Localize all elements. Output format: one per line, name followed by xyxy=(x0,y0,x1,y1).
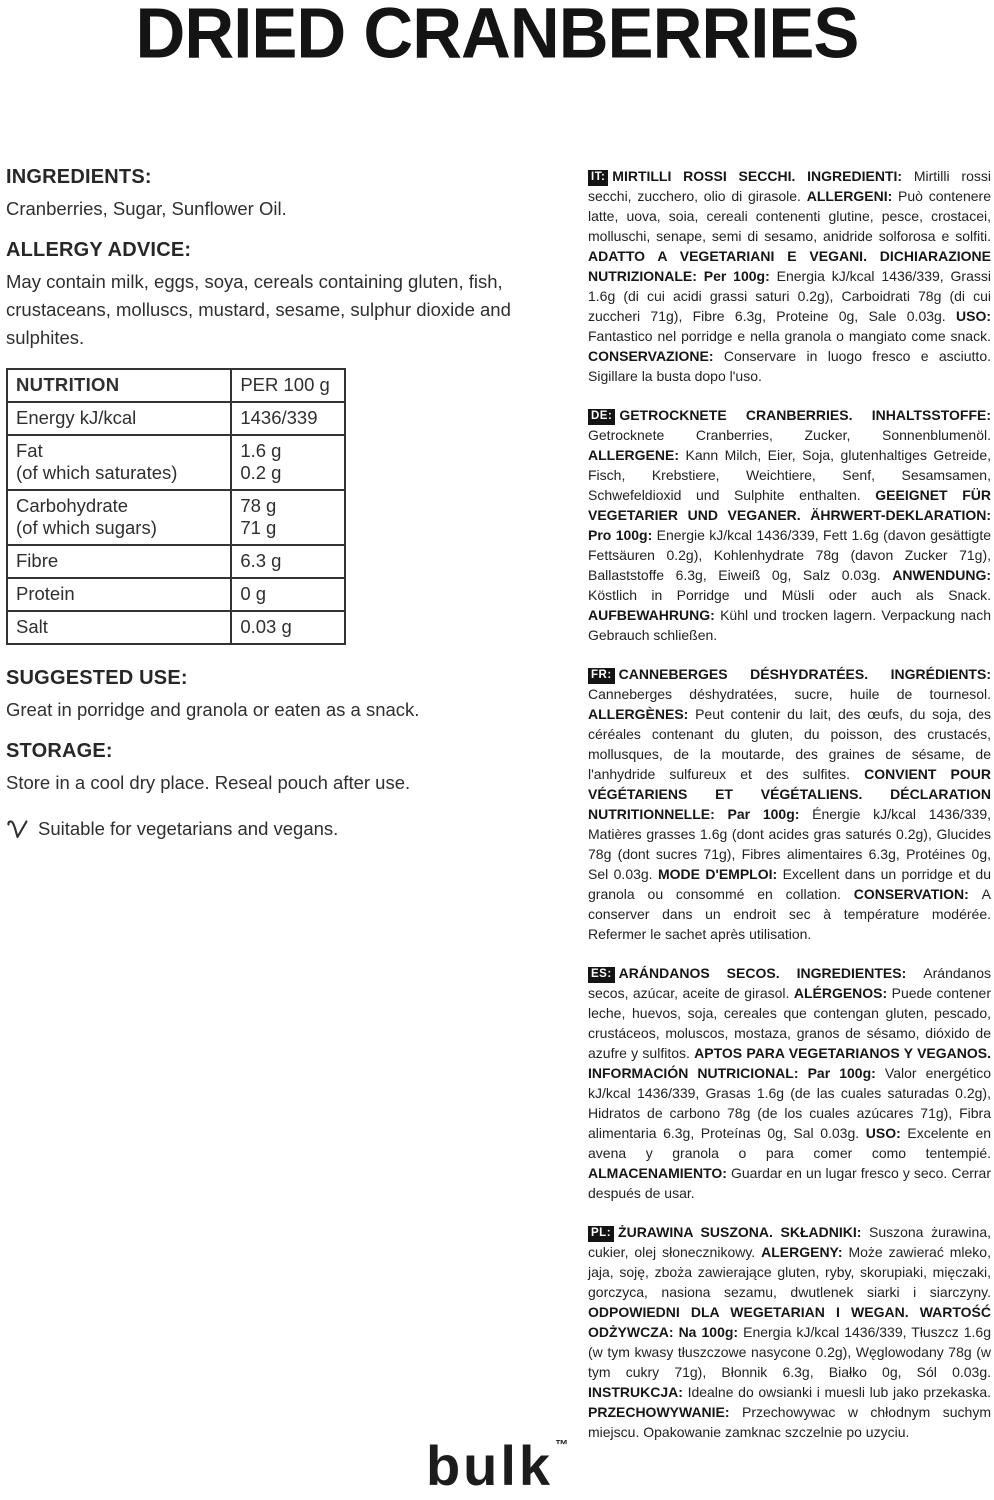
allergy-body: May contain milk, eggs, soya, cereals containing gluten, fish, crustaceans, molluscs, mustard, sesame, sulphur dioxide and sulphites. xyxy=(6,271,511,348)
nutrition-row xyxy=(7,545,345,578)
bold-run: ALERGENY: xyxy=(761,1244,849,1260)
bold-run: INSTRUKCJA: xyxy=(588,1384,688,1400)
lang-section-fr xyxy=(588,664,991,944)
nutrient-value: 0.03 g xyxy=(231,611,345,644)
bold-run: CONSERVAZIONE: xyxy=(588,348,724,364)
nutrient-label: Salt xyxy=(7,611,231,644)
trademark-symbol: ™ xyxy=(555,1437,569,1452)
nutrient-label: Protein xyxy=(7,578,231,611)
storage-heading: STORAGE: xyxy=(6,740,113,762)
lang-badge-es: ES: xyxy=(588,967,615,983)
bold-run: ALMACENAMIENTO: xyxy=(588,1165,731,1181)
text-run: Guardar en un lugar fresco y seco. Cerrar después de usar. xyxy=(588,1165,992,1201)
nutrient-value: 1.6 g 0.2 g xyxy=(231,435,345,490)
bold-run: ALÉRGENOS: xyxy=(793,985,892,1001)
allergy-heading: ALLERGY ADVICE: xyxy=(6,239,192,261)
nutrition-row xyxy=(7,578,345,611)
lang-badge-pl: PL: xyxy=(588,1226,614,1242)
bold-run: USO: xyxy=(956,308,991,324)
text-run: Getrocknete Cranberries, Zucker, Sonnenblumenöl. xyxy=(588,427,991,443)
bold-run: GETROCKNETE CRANBERRIES. INHALTSSTOFFE: xyxy=(619,407,991,423)
text-run: Può contenere latte, uova, soia, cereali contenenti glutine, pesce, crostacei, molluschi, senape, semi di sesamo, anidride solforosa e solfiti. xyxy=(588,188,991,244)
nutrition-row xyxy=(7,402,345,435)
text-run: A conserver dans un endroit sec à température modérée. Refermer le sachet après utilisation. xyxy=(588,886,991,942)
bold-run: AUFBEWAHRUNG: xyxy=(588,607,721,623)
nutrient-label: Fibre xyxy=(7,545,231,578)
bold-run: MODE D'EMPLOI: xyxy=(657,866,783,882)
nutrient-label: Energy kJ/kcal xyxy=(7,402,231,435)
lang-section-pl xyxy=(588,1222,991,1442)
right-column xyxy=(588,166,991,1461)
nutrient-label: Fat (of which saturates) xyxy=(7,435,231,490)
bold-run: CANNEBERGES DÉSHYDRATÉES. INGRÉDIENTS: xyxy=(618,666,991,682)
lang-badge-de: DE: xyxy=(588,409,615,425)
text-run: Może zawierać mleko, jaja, soję, zboża zawierające gluten, ryby, skorupiaki, mięczaki, gorczyca, nasiona sezamu, dwutlenek siarki i siarczyny. xyxy=(588,1244,991,1300)
nutrition-row xyxy=(7,490,345,545)
nutrient-value: 6.3 g xyxy=(231,545,345,578)
text-run: Energia kJ/kcal 1436/339, Grassi 1.6g (di cui acidi grassi saturi 0.2g), Carboidrati 78g (di cui zuccheri 71g), Fibre 6.3g, Proteine 0g, Sale 0.03g. xyxy=(588,268,991,324)
brand-wordmark: bulk xyxy=(425,1434,554,1497)
bold-run: ALLERGENE: xyxy=(588,447,686,463)
text-run: Énergie kJ/kcal 1436/339, Matières grasses 1.6g (dont acides gras saturés 0.2g), Glucides 78g (dont sucres 71g), Fibres alimentaires 6.3g, Protéines 0g, Sel 0.03g. xyxy=(588,806,991,882)
text-run: Mirtilli rossi secchi, zucchero, olio di girasole. xyxy=(588,168,991,204)
text-run: Excelente en avena y granola o para comer como tentempié. xyxy=(588,1125,992,1161)
bold-run: USO: xyxy=(865,1125,908,1141)
nutrient-value: 78 g 71 g xyxy=(231,490,345,545)
nutrient-value: 1436/339 xyxy=(231,402,345,435)
nutrition-table xyxy=(6,368,346,645)
text-run: Arándanos secos, azúcar, aceite de girasol. xyxy=(588,965,991,1001)
bold-run: MIRTILLI ROSSI SECCHI. INGREDIENTI: xyxy=(612,168,914,184)
nutrition-header-row xyxy=(7,369,345,402)
text-run: Energia kJ/kcal 1436/339, Tłuszcz 1.6g (w tym kwasy tłuszczowe nasycone 0.2g), Węglowodany 78g (w tym cukry 71g), Błonnik 6.3g, Białko 0g, Sól 0.03g. xyxy=(588,1324,991,1380)
text-run: Przechowywac w chłodnym suchym miejscu. Opakowanie zamknac szczelnie po uzyciu. xyxy=(588,1404,991,1440)
nutrition-row xyxy=(7,435,345,490)
text-run: Excellent dans un porridge et du granola ou consommé en collation. xyxy=(588,866,991,902)
vegetarian-note-line xyxy=(6,817,562,841)
nutrition-header-label: NUTRITION xyxy=(7,369,231,402)
bold-run: CONSERVATION: xyxy=(853,886,982,902)
bold-run: ALLERGENI: xyxy=(806,188,899,204)
bold-run: GEEIGNET FÜR VEGETARIER UND VEGANER. ÄHRWERT-DEKLARATION: Pro 100g: xyxy=(588,487,991,543)
lang-section-es xyxy=(588,963,991,1203)
bold-run: ARÁNDANOS SECOS. INGREDIENTES: xyxy=(618,965,924,981)
nutrition-row xyxy=(7,611,345,644)
ingredients-heading: INGREDIENTS: xyxy=(6,166,152,188)
vegetarian-v-icon xyxy=(6,817,30,841)
text-run: Suszona żurawina, cukier, olej słonecznikowy. xyxy=(588,1224,991,1260)
bold-run: ANWENDUNG: xyxy=(892,567,991,583)
text-run: Kann Milch, Eier, Soja, glutenhaltiges Getreide, Fisch, Krebstiere, Weichtiere, Senf, Sesamsamen, Schwefeldioxid und Sulphite enthalten. xyxy=(588,447,992,503)
bold-run: ODPOWIEDNI DLA WEGETARIAN I WEGAN. WARTOŚĆ ODŻYWCZA: Na 100g: xyxy=(588,1304,991,1340)
text-run: Fantastico nel porridge e nella granola o mangiato come snack. xyxy=(588,328,991,344)
text-run: Idealne do owsianki i muesli lub jako przekaska. xyxy=(687,1384,992,1400)
bold-run: ALLERGÈNES: xyxy=(588,706,696,722)
text-run: Puede contener leche, huevos, soja, cereales que contengan gluten, pescado, crustáceos, moluscos, mostaza, granos de sésamo, dióxido de azufre y sulfitos. xyxy=(588,985,992,1061)
text-run: Kühl und trocken lagern. Verpackung nach Gebrauch schließen. xyxy=(588,607,991,643)
nutrient-value: 0 g xyxy=(231,578,345,611)
bold-run: APTOS PARA VEGETARIANOS Y VEGANOS. INFORMACIÓN NUTRICIONAL: Par 100g: xyxy=(588,1045,991,1081)
text-run: Valor energético kJ/kcal 1436/339, Grasas 1.6g (de las cuales saturadas 0.2g), Hidratos de carbono 78g (de los cuales azúcares 71g), Fibra alimentaria 6.3g, Proteínas 0g, Sal 0.03g. xyxy=(588,1065,991,1141)
vegetarian-note: Suitable for vegetarians and vegans. xyxy=(38,818,339,839)
ingredients-body: Cranberries, Sugar, Sunflower Oil. xyxy=(6,198,287,219)
suggested-use-heading: SUGGESTED USE: xyxy=(6,667,188,689)
text-run: Energie kJ/kcal 1436/339, Fett 1.6g (davon gesättigte Fettsäuren 0.2g), Kohlenhydrate 78g (davon Zucker 71g), Ballaststoffe 6.3g, Eiweiß 0g, Salz 0.03g. xyxy=(588,527,991,583)
suggested-use-body: Great in porridge and granola or eaten as a snack. xyxy=(6,699,420,720)
lang-section-it xyxy=(588,166,991,386)
text-run: Conservare in luogo fresco e asciutto. Sigillare la busta dopo l'uso. xyxy=(588,348,992,384)
nutrient-label: Carbohydrate (of which sugars) xyxy=(7,490,231,545)
storage-body: Store in a cool dry place. Reseal pouch after use. xyxy=(6,772,411,793)
text-run: Köstlich in Porridge und Müsli oder auch als Snack. xyxy=(588,587,991,603)
lang-badge-fr: FR: xyxy=(588,668,615,684)
lang-badge-it: IT: xyxy=(588,170,608,186)
text-run: Canneberges déshydratées, sucre, huile de tournesol. xyxy=(588,686,991,702)
bold-run: PRZECHOWYWANIE: xyxy=(588,1404,743,1420)
left-column xyxy=(6,166,562,841)
lang-section-de xyxy=(588,405,991,645)
page-title: DRIED CRANBERRIES xyxy=(135,0,859,74)
text-run: Peut contenir du lait, des œufs, du soja, des céréales contenant du gluten, du poisson, des crustacés, mollusques, de la moutarde, des graines de sésame, de l'anhydride sulfureux et des sulfites. xyxy=(588,706,991,782)
brand-logo xyxy=(0,1433,994,1498)
bold-run: ADATTO A VEGETARIANI E VEGANI. DICHIARAZIONE NUTRIZIONALE: Per 100g: xyxy=(588,248,991,284)
nutrition-header-value: PER 100 g xyxy=(231,369,345,402)
bold-run: CONVIENT POUR VÉGÉTARIENS ET VÉGÉTALIENS. DÉCLARATION NUTRITIONNELLE: Par 100g: xyxy=(588,766,991,822)
bold-run: ŻURAWINA SUSZONA. SKŁADNIKI: xyxy=(618,1224,869,1240)
